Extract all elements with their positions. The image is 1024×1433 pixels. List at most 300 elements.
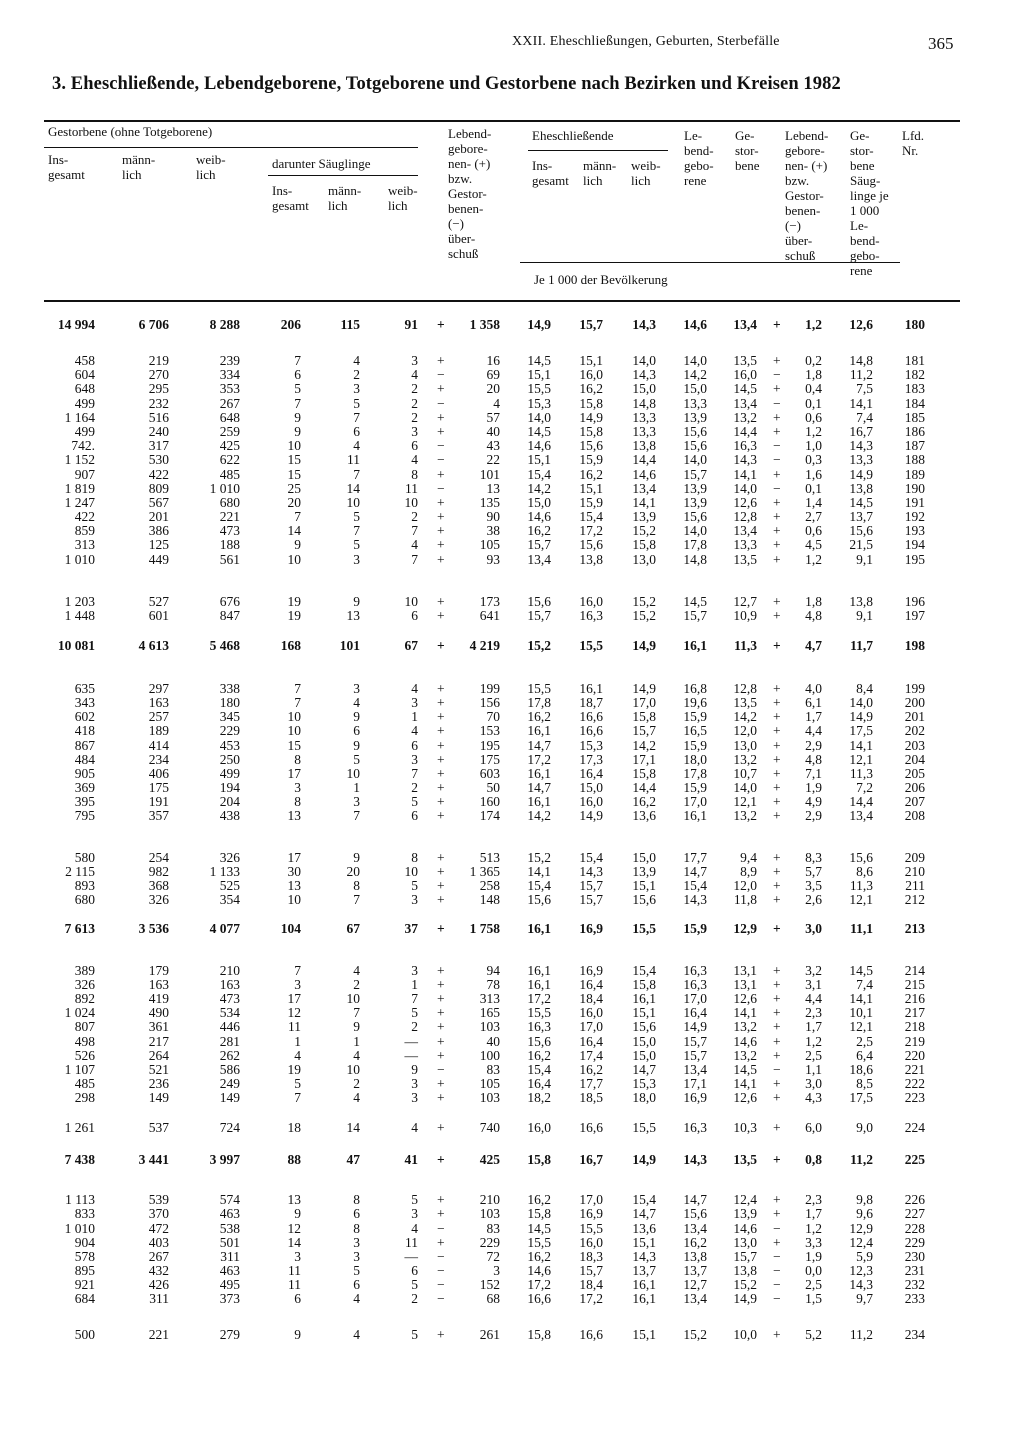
cell-rv: 4,5 (805, 537, 822, 552)
cell-m: 219 (148, 353, 169, 368)
cell-sw: 5 (411, 1327, 418, 1342)
cell-t: 1 247 (64, 495, 95, 510)
cell-t: 893 (74, 878, 95, 893)
cell-gs: 12,8 (733, 681, 757, 696)
cell-sm: 8 (353, 878, 360, 893)
cell-sw: 5 (411, 878, 418, 893)
cell-sg: − (437, 1263, 445, 1278)
cell-em: 17,0 (579, 1192, 603, 1207)
cell-t: 635 (74, 681, 95, 696)
cell-ew: 14,3 (632, 1249, 656, 1264)
cell-em: 15,4 (579, 509, 603, 524)
cell-rv: 2,3 (805, 1005, 822, 1020)
cell-gs: 14,3 (733, 452, 757, 467)
cell-lg: 14,0 (683, 523, 707, 538)
cell-gs: 16,3 (733, 438, 757, 453)
cell-em: 15,1 (579, 353, 603, 368)
cell-sw: 2 (411, 1019, 418, 1034)
cell-si: 25 (287, 481, 301, 496)
cell-sr: 14,1 (849, 991, 873, 1006)
cell-sw: 5 (411, 1192, 418, 1207)
cell-si: 88 (287, 1152, 301, 1167)
cell-rs: + (773, 424, 781, 439)
cell-w: 210 (219, 963, 240, 978)
cell-lg: 13,9 (683, 495, 707, 510)
cell-gs: 11,3 (734, 638, 757, 653)
cell-gs: 13,8 (733, 1263, 757, 1278)
cell-w: 353 (219, 381, 240, 396)
cell-n: 180 (904, 317, 925, 332)
cell-rs: + (773, 991, 781, 1006)
cell-sm: 47 (346, 1152, 360, 1167)
header-ehe-group: Eheschließende (532, 128, 614, 143)
cell-m: 527 (148, 594, 169, 609)
cell-ei: 14,2 (527, 808, 551, 823)
cell-w: 338 (219, 681, 240, 696)
cell-rs: + (773, 864, 781, 879)
cell-sg: + (437, 353, 445, 368)
cell-n: 190 (904, 481, 925, 496)
cell-sm: 1 (353, 780, 360, 795)
cell-em: 17,0 (579, 1019, 603, 1034)
cell-sm: 13 (346, 608, 360, 623)
cell-sg: + (437, 766, 445, 781)
cell-gs: 12,6 (733, 991, 757, 1006)
cell-gs: 13,2 (733, 1019, 757, 1034)
cell-ei: 16,2 (527, 1192, 551, 1207)
cell-n: 233 (904, 1291, 925, 1306)
cell-sr: 12,1 (849, 752, 873, 767)
cell-si: 3 (294, 1249, 301, 1264)
cell-t: 7 438 (64, 1152, 95, 1167)
cell-sr: 13,4 (849, 808, 873, 823)
cell-rv: 1,2 (805, 317, 822, 332)
cell-rs: + (773, 1034, 781, 1049)
cell-si: 30 (287, 864, 301, 879)
cell-rv: 5,2 (805, 1327, 822, 1342)
cell-em: 17,2 (579, 1291, 603, 1306)
cell-em: 15,8 (579, 424, 603, 439)
cell-n: 202 (904, 723, 925, 738)
cell-ei: 15,8 (527, 1152, 551, 1167)
header-gestorbene-group: Gestorbene (ohne Totgeborene) (48, 124, 213, 139)
table-row (0, 723, 1024, 739)
cell-ab: 70 (486, 709, 500, 724)
cell-w: 724 (219, 1120, 240, 1135)
table-row (0, 1090, 1024, 1106)
cell-sg: − (437, 367, 445, 382)
cell-rs: − (773, 452, 781, 467)
cell-rs: + (773, 1076, 781, 1091)
cell-lg: 16,1 (683, 808, 707, 823)
cell-sr: 17,5 (849, 1090, 873, 1105)
cell-n: 189 (904, 467, 925, 482)
cell-gs: 12,7 (733, 594, 757, 609)
cell-t: 892 (74, 991, 95, 1006)
cell-w: 163 (219, 977, 240, 992)
header-ehe-maennlich: männ- lich (583, 158, 617, 188)
cell-sr: 12,6 (849, 317, 873, 332)
cell-n: 183 (904, 381, 925, 396)
cell-em: 15,6 (579, 438, 603, 453)
cell-rv: 3,2 (805, 963, 822, 978)
cell-gs: 14,1 (733, 467, 757, 482)
cell-m: 264 (148, 1048, 169, 1063)
cell-ew: 14,9 (632, 1152, 656, 1167)
cell-si: 14 (287, 1235, 301, 1250)
cell-m: 368 (148, 878, 169, 893)
cell-n: 212 (904, 892, 925, 907)
running-head: XXII. Eheschließungen, Geburten, Sterbefälle (512, 34, 780, 49)
cell-rs: + (773, 1327, 781, 1342)
cell-m: 149 (148, 1090, 169, 1105)
cell-si: 168 (280, 638, 301, 653)
cell-ab: 38 (486, 523, 500, 538)
cell-m: 179 (148, 963, 169, 978)
cell-sm: 1 (353, 1034, 360, 1049)
cell-sm: 5 (353, 509, 360, 524)
cell-rs: + (773, 977, 781, 992)
cell-rs: + (773, 1048, 781, 1063)
cell-sr: 13,8 (849, 481, 873, 496)
cell-lg: 13,3 (683, 396, 707, 411)
cell-si: 10 (287, 438, 301, 453)
cell-t: 1 448 (64, 608, 95, 623)
cell-sw: 6 (411, 808, 418, 823)
header-s-insgesamt: Ins- gesamt (272, 183, 309, 213)
cell-lg: 14,8 (683, 552, 707, 567)
cell-lg: 18,0 (683, 752, 707, 767)
cell-sm: 4 (353, 438, 360, 453)
cell-rs: + (773, 537, 781, 552)
cell-si: 9 (294, 1206, 301, 1221)
cell-si: 10 (287, 892, 301, 907)
cell-t: 7 613 (64, 921, 95, 936)
cell-ab: 229 (479, 1235, 500, 1250)
cell-rv: 4,4 (805, 991, 822, 1006)
cell-ab: 174 (479, 808, 500, 823)
cell-rs: + (773, 1005, 781, 1020)
cell-ew: 15,7 (632, 723, 656, 738)
cell-sr: 14,9 (849, 467, 873, 482)
cell-lg: 17,0 (683, 794, 707, 809)
cell-w: 204 (219, 794, 240, 809)
cell-rv: 4,8 (805, 608, 822, 623)
cell-sw: 10 (404, 495, 418, 510)
cell-sw: 7 (411, 766, 418, 781)
cell-rv: 1,2 (805, 1221, 822, 1236)
cell-t: 313 (74, 537, 95, 552)
table-row (0, 808, 1024, 824)
cell-ew: 14,3 (632, 317, 656, 332)
cell-w: 495 (219, 1277, 240, 1292)
cell-n: 215 (904, 977, 925, 992)
cell-sr: 11,3 (849, 766, 873, 781)
cell-w: 149 (219, 1090, 240, 1105)
cell-sr: 5,9 (856, 1249, 873, 1264)
cell-si: 206 (280, 317, 301, 332)
cell-m: 6 706 (138, 317, 169, 332)
cell-ew: 15,2 (632, 594, 656, 609)
cell-ew: 14,9 (632, 681, 656, 696)
cell-t: 484 (74, 752, 95, 767)
cell-sm: 101 (339, 638, 360, 653)
cell-ei: 15,1 (527, 367, 551, 382)
cell-lg: 15,6 (683, 509, 707, 524)
cell-sg: − (437, 438, 445, 453)
cell-sw: — (404, 1034, 418, 1049)
cell-m: 530 (148, 452, 169, 467)
header-lebendgeborene: Le- bend- gebo- rene (684, 128, 714, 188)
header-ehe-weiblich: weib- lich (631, 158, 661, 188)
cell-sr: 14,5 (849, 495, 873, 510)
cell-m: 539 (148, 1192, 169, 1207)
cell-sm: 8 (353, 1221, 360, 1236)
cell-si: 13 (287, 808, 301, 823)
cell-w: 354 (219, 892, 240, 907)
cell-sm: 20 (346, 864, 360, 879)
cell-si: 10 (287, 709, 301, 724)
cell-sg: + (437, 709, 445, 724)
cell-em: 15,9 (579, 495, 603, 510)
cell-rv: 0,2 (805, 353, 822, 368)
cell-lg: 16,3 (683, 977, 707, 992)
cell-em: 16,0 (579, 1235, 603, 1250)
cell-w: 574 (219, 1192, 240, 1207)
cell-em: 15,4 (579, 850, 603, 865)
cell-sr: 12,4 (849, 1235, 873, 1250)
cell-m: 4 613 (138, 638, 169, 653)
cell-w: 453 (219, 738, 240, 753)
cell-sw: 91 (404, 317, 418, 332)
cell-m: 3 441 (138, 1152, 169, 1167)
cell-si: 18 (287, 1120, 301, 1135)
cell-ab: 103 (479, 1019, 500, 1034)
cell-w: 676 (219, 594, 240, 609)
cell-w: 501 (219, 1235, 240, 1250)
cell-si: 3 (294, 780, 301, 795)
cell-ew: 13,0 (632, 552, 656, 567)
cell-ab: 1 758 (469, 921, 500, 936)
cell-sg: + (437, 1090, 445, 1105)
cell-t: 904 (74, 1235, 95, 1250)
cell-ew: 15,0 (632, 381, 656, 396)
cell-ab: 16 (486, 353, 500, 368)
cell-ab: 69 (486, 367, 500, 382)
cell-em: 16,4 (579, 1034, 603, 1049)
cell-t: 1 152 (64, 452, 95, 467)
cell-rv: 1,9 (805, 1249, 822, 1264)
cell-ab: 105 (479, 537, 500, 552)
cell-m: 240 (148, 424, 169, 439)
cell-ew: 14,4 (632, 452, 656, 467)
cell-m: 982 (148, 864, 169, 879)
cell-em: 16,6 (579, 1120, 603, 1135)
cell-lg: 17,1 (683, 1076, 707, 1091)
cell-ei: 15,8 (527, 1206, 551, 1221)
cell-lg: 13,8 (683, 1249, 707, 1264)
table-row-total (0, 921, 1024, 937)
header-saeuglinge-group: darunter Säuglinge (272, 156, 371, 171)
cell-ab: 105 (479, 1076, 500, 1091)
cell-gs: 12,1 (733, 794, 757, 809)
cell-sg: − (437, 1277, 445, 1292)
cell-rs: + (773, 1152, 781, 1167)
cell-w: 345 (219, 709, 240, 724)
cell-ew: 15,0 (632, 1034, 656, 1049)
cell-rv: 5,7 (805, 864, 822, 879)
cell-si: 15 (287, 467, 301, 482)
cell-t: 895 (74, 1263, 95, 1278)
cell-ew: 13,4 (632, 481, 656, 496)
cell-rs: + (773, 723, 781, 738)
cell-lg: 14,9 (683, 1019, 707, 1034)
cell-gs: 14,2 (733, 709, 757, 724)
cell-lg: 15,9 (683, 738, 707, 753)
cell-sw: 2 (411, 1291, 418, 1306)
cell-em: 16,4 (579, 766, 603, 781)
cell-gs: 8,9 (740, 864, 757, 879)
cell-rv: 3,0 (805, 1076, 822, 1091)
cell-em: 16,9 (579, 1206, 603, 1221)
cell-sg: − (437, 452, 445, 467)
cell-w: 229 (219, 723, 240, 738)
cell-gs: 12,4 (733, 1192, 757, 1207)
cell-t: 10 081 (57, 638, 95, 653)
cell-rs: + (773, 738, 781, 753)
cell-sg: + (437, 1206, 445, 1221)
cell-rv: 2,7 (805, 509, 822, 524)
cell-sw: 11 (405, 1235, 418, 1250)
cell-gs: 14,0 (733, 481, 757, 496)
cell-m: 267 (148, 1249, 169, 1264)
cell-ei: 15,2 (527, 850, 551, 865)
cell-gs: 13,9 (733, 1206, 757, 1221)
cell-sr: 13,3 (849, 452, 873, 467)
table-row-total (0, 1152, 1024, 1168)
cell-ab: 83 (486, 1062, 500, 1077)
cell-sg: + (437, 878, 445, 893)
cell-w: 847 (219, 608, 240, 623)
cell-w: 648 (219, 410, 240, 425)
cell-em: 16,6 (579, 1327, 603, 1342)
cell-m: 236 (148, 1076, 169, 1091)
cell-sw: 10 (404, 594, 418, 609)
cell-ei: 18,2 (527, 1090, 551, 1105)
cell-ew: 16,1 (632, 1291, 656, 1306)
cell-ew: 16,1 (632, 991, 656, 1006)
cell-ew: 15,4 (632, 963, 656, 978)
cell-gs: 10,7 (733, 766, 757, 781)
cell-ew: 14,7 (632, 1206, 656, 1221)
cell-gs: 9,4 (740, 850, 757, 865)
cell-sm: 7 (353, 523, 360, 538)
cell-sw: 7 (411, 523, 418, 538)
cell-em: 16,1 (579, 681, 603, 696)
cell-si: 8 (294, 794, 301, 809)
cell-rs: + (773, 495, 781, 510)
cell-rv: 1,7 (805, 1206, 822, 1221)
cell-em: 16,0 (579, 594, 603, 609)
cell-si: 8 (294, 752, 301, 767)
cell-rv: 2,6 (805, 892, 822, 907)
cell-sw: 3 (411, 963, 418, 978)
cell-ew: 15,2 (632, 608, 656, 623)
cell-t: 298 (74, 1090, 95, 1105)
cell-lg: 16,3 (683, 1120, 707, 1135)
cell-sr: 11,1 (850, 921, 873, 936)
cell-si: 6 (294, 367, 301, 382)
cell-t: 1 819 (64, 481, 95, 496)
cell-ab: 103 (479, 1206, 500, 1221)
cell-sw: 37 (404, 921, 418, 936)
cell-rv: 1,8 (805, 594, 822, 609)
cell-ei: 15,0 (527, 495, 551, 510)
cell-sg: + (437, 594, 445, 609)
cell-lg: 15,6 (683, 424, 707, 439)
cell-gs: 13,0 (733, 738, 757, 753)
cell-lg: 13,4 (683, 1221, 707, 1236)
cell-sr: 13,8 (849, 594, 873, 609)
cell-sg: − (437, 1291, 445, 1306)
cell-w: 239 (219, 353, 240, 368)
cell-sm: 7 (353, 467, 360, 482)
cell-n: 224 (904, 1120, 925, 1135)
header-gestorbene: Ge- stor- bene (735, 128, 760, 173)
cell-ab: 195 (479, 738, 500, 753)
table-title: 3. Eheschließende, Lebendgeborene, Totgeborene und Gestorbene nach Bezirken und Kreisen 1982 (52, 74, 841, 94)
header-ueberschuss-abs: Lebend- gebore- nen- (+) bzw. Gestor- benen- (−) über- schuß (448, 126, 492, 261)
cell-n: 186 (904, 424, 925, 439)
cell-ei: 16,1 (527, 766, 551, 781)
cell-em: 18,3 (579, 1249, 603, 1264)
cell-lg: 17,0 (683, 991, 707, 1006)
cell-sw: 4 (411, 1120, 418, 1135)
cell-sg: + (437, 1235, 445, 1250)
cell-si: 20 (287, 495, 301, 510)
cell-sw: 3 (411, 892, 418, 907)
cell-sr: 9,8 (856, 1192, 873, 1207)
cell-sr: 11,2 (850, 1152, 873, 1167)
cell-gs: 14,1 (733, 1005, 757, 1020)
cell-ab: 40 (486, 1034, 500, 1049)
cell-m: 537 (148, 1120, 169, 1135)
cell-w: 279 (219, 1327, 240, 1342)
cell-sw: 3 (411, 752, 418, 767)
cell-sm: 4 (353, 695, 360, 710)
cell-sg: + (437, 963, 445, 978)
cell-sr: 18,6 (849, 1062, 873, 1077)
cell-sg: + (437, 752, 445, 767)
cell-em: 17,7 (579, 1076, 603, 1091)
cell-sw: 5 (411, 794, 418, 809)
cell-sr: 7,4 (856, 410, 873, 425)
cell-sr: 8,6 (856, 864, 873, 879)
cell-sg: + (437, 1192, 445, 1207)
cell-rv: 4,9 (805, 794, 822, 809)
cell-gs: 13,4 (733, 317, 757, 332)
cell-sm: 3 (353, 1249, 360, 1264)
cell-rs: + (773, 752, 781, 767)
cell-em: 17,4 (579, 1048, 603, 1063)
cell-ei: 17,8 (527, 695, 551, 710)
header-maennlich: männ- lich (122, 152, 156, 182)
cell-lg: 16,8 (683, 681, 707, 696)
cell-gs: 10,0 (733, 1327, 757, 1342)
cell-t: 604 (74, 367, 95, 382)
cell-si: 7 (294, 963, 301, 978)
cell-rv: 4,4 (805, 723, 822, 738)
